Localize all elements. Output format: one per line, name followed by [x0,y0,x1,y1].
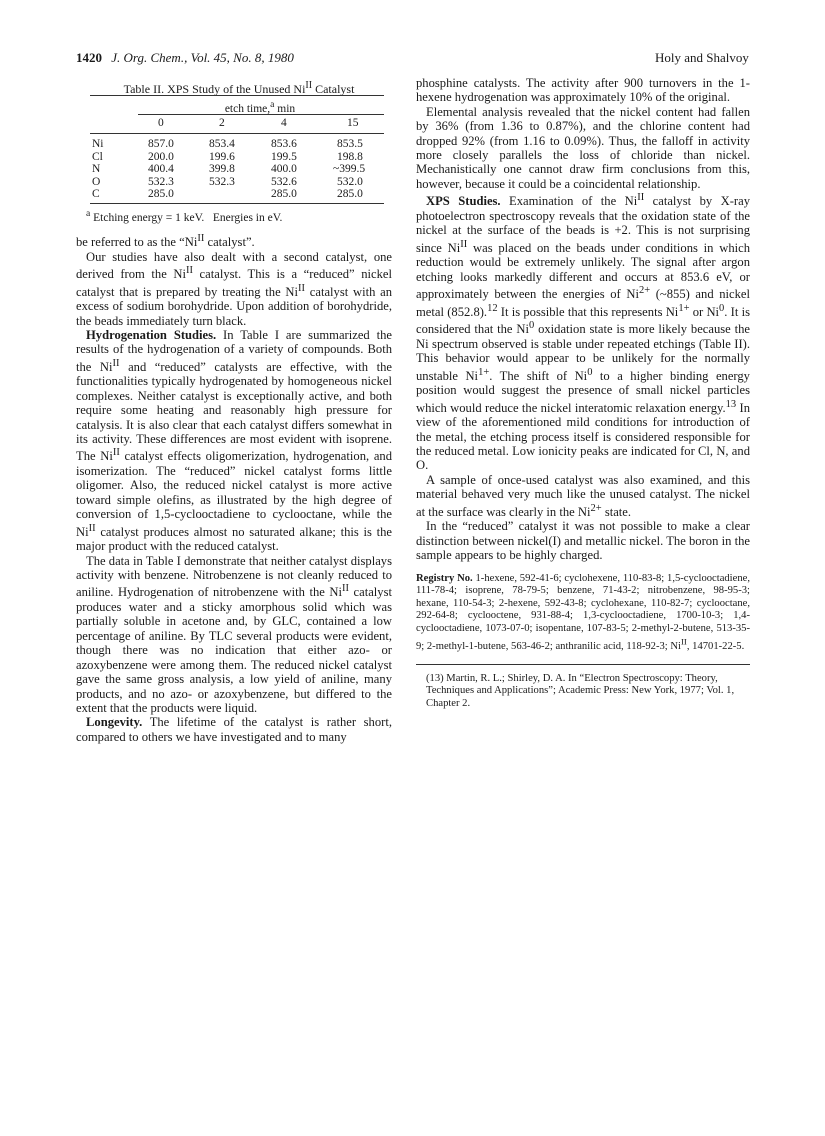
table-cell: 400.4 [148,163,174,176]
table-cell: 857.0 [148,138,174,150]
table-row [90,138,384,151]
right-paragraph: A sample of once-used catalyst was also examined, and this material behaved very much like the unused catalyst. The nickel at the surface was clearly in the $Ni^{2+}$ state. [416,472,750,519]
right-paragraph: phosphine catalysts. The activity after 900 turnovers in the 1-hexene hydrogenation was approximately 10% of the original. [416,76,750,105]
table-row [90,163,384,176]
table-top-rule [90,95,384,96]
table-cell: 199.5 [271,150,297,163]
reference-13: (13) Martin, R. L.; Shirley, D. A. In “Electron Spectroscopy: Theory, Techniques and Applications”; Academic Press: New York, 1977; Vol. 1, Chapter 2. [426,672,735,709]
running-header-left [76,50,294,66]
left-paragraph: be referred to as the “$Ni^{II}$ catalyst”. [76,233,255,250]
journal-citation: J. Org. Chem., Vol. 45, No. 8, 1980 [111,50,294,65]
table-cell: 532.3 [148,175,174,188]
row-element: O [92,175,101,188]
table-cell: 200.0 [148,150,174,163]
row-element: Ni [92,138,104,150]
table-row [90,188,384,201]
running-header-authors: Holy and Shalvoy [655,50,749,65]
table-cell: 532.6 [271,175,297,188]
left-paragraph: The data in Table I demonstrate that neither catalyst displays activity with benzene. Nitrobenzene is not cleanly reduced to aniline. Hydrogenation of nitrobenzene with the $Ni^{II}$ catalyst produces water and a sticky amorphous solid which was partially soluble in acetone and, by GLC, contained a low percentage of aniline. By TLC several products were evident, though there was no indication that either azo- or azoxybenzene were among them. The reduced nickel catalyst gave the same gross analysis, a low yield of aniline, many products, and no azo- or azoxybenzene, but differed to the extent that the products were liquid. [76,553,392,715]
left-column [76,232,392,744]
table-cell: 853.4 [209,138,235,150]
right-paragraph: In the “reduced” catalyst it was not possible to make a clear distinction between nickel(I) and metallic nickel. The boron in the sample appears to be highly charged. [416,519,750,563]
right-column-body [416,76,750,563]
left-paragraph: Longevity. The lifetime of the catalyst is rather short, compared to others we have investigated and to many [76,715,392,744]
table-cell: 198.8 [337,150,363,163]
row-element: N [92,163,101,176]
table-footnote: $^a$ Etching energy = 1 keV. Energies in eV. [86,208,283,224]
table-row [90,151,384,164]
table-cell: 532.0 [337,175,363,188]
left-paragraph: Hydrogenation Studies. In Table I are summarized the results of the hydrogenation of a variety of compounds. Both the $Ni^{II}$ and “reduced” catalysts are effective, with the functionalities typically hydrogenated by homogeneous nickel complexes. Neither catalyst is exceptionally active, and both require some heating and reasonably high pressure for catalysis. It is also clear that each catalyst differs somewhat in its activity. These differences are most evident with isoprene. The $Ni^{II}$ catalyst effects oligomerization, hydrogenation, and isomerization. The “reduced” nickel catalyst forms little oligomer. Also, the reduced nickel catalyst is more active toward simple olefins, as illustrated by the high degree of conversion of 1,5-cyclooctadiene to cyclooctane, while the $Ni^{II}$ catalyst produces almost no saturated alkane; this is the major product with the reduced catalyst. [76,328,393,554]
left-paragraph: Our studies have also dealt with a second catalyst, one derived from the $Ni^{II}$ catalyst. This is a “reduced” nickel catalyst that is prepared by treating the $Ni^{II}$ catalyst with an excess of sodium borohydride. Upon addition of borohydride, the beads immediately turn black. [76,249,393,328]
right-paragraph: XPS Studies. Examination of the $Ni^{II}$ catalyst by X-ray photoelectron spectroscopy reveals that the oxidation state of the nickel at the surface of the beads is +2. This is not surprising since $Ni^{II}$ was placed on the beads under conditions in which reduction would be extremely unlikely. The signal after argon etching looks markedly different and occurs at 853.6 eV, or approximately between the energies of $Ni^{2+}$ (~855) and nickel metal (852.8).$^{12}$ It is possible that this represents $Ni^{1+}$ or Ni$^0$. It is considered that the Ni$^0$ oxidation state is more likely because the Ni spectrum observed is stable under repeated etchings (Table II). This behavior would appear to be unlikely for the normally unstable $Ni^{1+}$. The shift of Ni$^0$ to a higher binding energy position would suggest the presence of small nickel particles which would reduce the nickel interatomic relaxation energy.$^{13}$ In view of the aforementioned mild conditions for introduction of the metal, the etching process itself is considered responsible for the reduced metal. Low ionicity peaks are indicated for Cl, N, and O. [416,192,751,473]
registry-text: 1-hexene, 592-41-6; cyclohexene, 110-83-8; 1,5-cyclooctadiene, 111-78-4; isoprene, 78-79-5; benzene, 71-43-2; nitrobenzene, 98-95-3; hexane, 110-54-3; 2-hexene, 592-43-8; cyclohexane, 110-82-7; cyclooctane, 292-64-8; cyclooctene, 931-88-4; 1,3-cyclooctadiene, 1700-10-3; 1,4-cyclooctadiene, 1073-07-0; isopentane, 107-83-5; 2-methyl-2-butene, 513-35-9; 2-methyl-1-butene, 563-46-2; anthranilic acid, 118-92-3; $Ni^{II}$, 14701-22-5. [416,572,750,652]
table-bottom-rule [90,203,384,204]
table-cell: 399.8 [209,163,235,176]
column-header: 15 [347,117,359,129]
right-paragraph: Elemental analysis revealed that the nickel content had fallen by 36% (from 1.36 to 0.87%), and the chlorine content had dropped 92% (from 1.16 to 0.09%). Thus, the falloff in activity more closely parallels the loss of chloride than nickel. Mechanistically one cannot draw firm conclusions from this, however, because it could be a coincidental relationship. [416,104,750,191]
row-element: C [92,188,100,201]
table-header-row [90,117,384,130]
column-header: 2 [219,117,225,129]
table-cell: 199.6 [209,150,235,163]
table-caption: Table II. XPS Study of the Unused $Ni^{II}$ Catalyst [123,80,355,96]
table-row [90,176,384,189]
table-cell: 853.5 [337,138,363,150]
table-cell: 285.0 [271,188,297,201]
spanner-rule [138,114,384,115]
row-element: Cl [92,150,103,163]
references-rule [416,664,750,665]
column-header: 0 [158,117,164,129]
table-cell: 853.6 [271,138,297,150]
table-ii [76,79,392,201]
table-cell: 400.0 [271,163,297,176]
table-cell: 532.3 [209,175,235,188]
right-column [416,76,750,710]
registry-numbers [416,573,750,654]
table-spanner: etch time,$^a$ min [224,99,296,115]
table-header-rule [90,133,384,134]
table-cell: ~399.5 [333,163,366,176]
table-cell: 285.0 [148,188,174,201]
page-number: 1420 [76,50,102,65]
column-header: 4 [281,117,287,129]
registry-label: Registry No. [416,572,473,584]
table-cell: 285.0 [337,188,363,201]
